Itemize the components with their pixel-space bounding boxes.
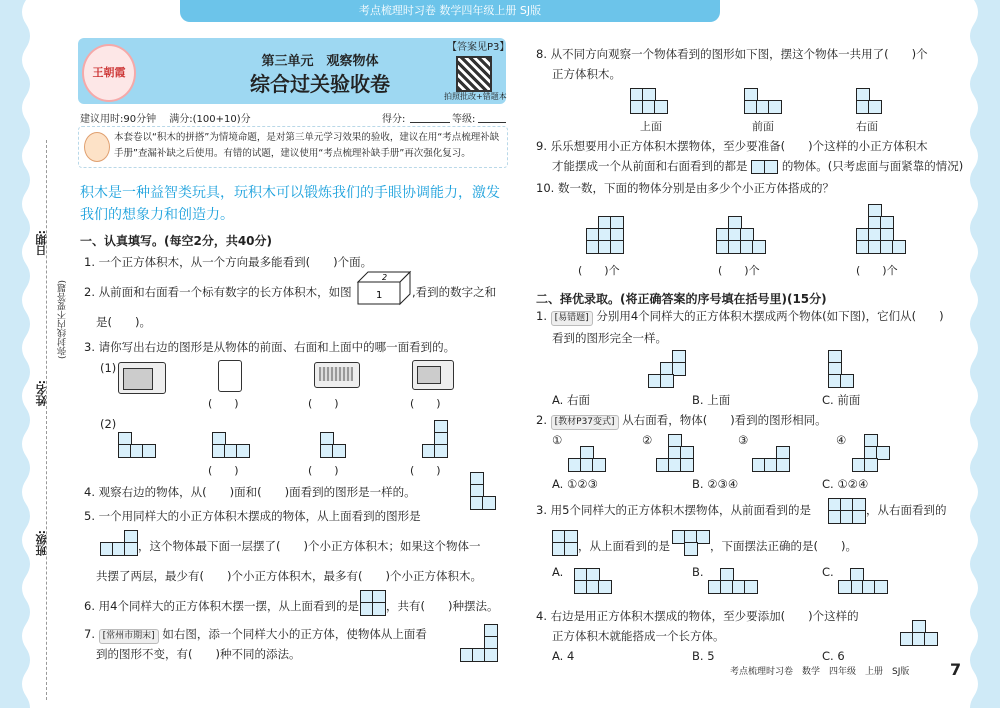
left-wave-border	[0, 0, 30, 708]
exam-note: 本套卷以“积木的拼搭”为情境命题，是对第三单元学习效果的验收，建议在用“考点梳理补缺手册”查漏补缺之后使用。有错的试题，建议使用“考点梳理补缺手册”再次强化复习。	[114, 132, 500, 159]
question-1-9-b	[552, 156, 963, 176]
question-1-2-b: ,看到的数字之和	[412, 285, 497, 299]
cuboid-front-number: 1	[376, 290, 383, 301]
s2q4-option-c[interactable]: C. 6	[822, 649, 845, 663]
view-label-right: 右面	[856, 120, 878, 133]
question-1-6-b: ，共有( )种摆法。	[386, 599, 499, 613]
unit-title: 第三单元 观察物体	[261, 54, 379, 69]
class-label: 班级:	[35, 530, 48, 557]
page-number: 7	[950, 660, 962, 679]
cuboid-top-number: 2	[382, 273, 388, 282]
microwave-side-view-icon	[218, 360, 242, 392]
cube	[142, 444, 156, 458]
score-label: 得分:	[382, 114, 406, 125]
question-1-10: 10. 数一数，下面的物体分别是由多少个小正方体搭成的？	[536, 181, 834, 195]
s2q2-option-b[interactable]: B. ②③④	[692, 477, 739, 491]
s2q3-option-b[interactable]: B.	[692, 565, 704, 579]
exam-meta	[80, 110, 506, 125]
s2q2-option-c[interactable]: C. ①②④	[822, 477, 869, 491]
s2q4-option-b[interactable]: B. 5	[692, 649, 715, 663]
section-1-title: 一、认真填写。(每空2分，共40分)	[80, 234, 273, 248]
question-2-2	[536, 410, 827, 430]
time-limit: 建议用时:90分钟	[80, 114, 157, 125]
footer-text: 考点梳理时习卷 数学 四年级 上册 SJ版	[730, 667, 910, 677]
answer-reference: 【答案见P3】	[447, 42, 510, 53]
s2q3-option-c[interactable]: C.	[822, 565, 834, 579]
s2q3-option-a[interactable]: A.	[552, 565, 564, 579]
question-1-2-c: 是( )。	[96, 315, 151, 329]
s2q2-label-4: ④	[836, 433, 847, 447]
question-1-5-b: ，这个物体最下面一层摆了( )个小正方体积木；如果这个物体一	[138, 539, 481, 553]
q3-part-1-label: (1)	[100, 361, 117, 375]
wave-pattern-left	[0, 0, 30, 708]
question-2-4-a: 4. 右边是用正方体积木摆成的物体，至少要添加( )个这样的	[536, 609, 859, 623]
name-label: 姓名:	[35, 380, 48, 407]
teacher-avatar-icon	[84, 132, 110, 162]
full-score: 满分:(100+10)分	[169, 114, 251, 125]
q9-text-b: 才能摆成一个从前面和右面看到的都是	[552, 159, 748, 173]
qr-code[interactable]	[456, 56, 492, 92]
q3-2-blank-a[interactable]: ( )	[208, 464, 239, 477]
question-1-5-a: 5. 一个用同样大的小正方体积木摆成的物体，从上面看到的图形是	[84, 509, 421, 523]
wave-pattern-right	[968, 0, 1000, 708]
question-2-4-b: 正方体积木就能搭成一个长方体。	[552, 629, 725, 643]
q3-part-2-label: (2)	[100, 417, 117, 431]
view-label-front: 前面	[752, 120, 774, 133]
s2q2-text: 从右面看，物体( )看到的图形相同。	[622, 413, 827, 427]
s2q4-option-a[interactable]: A. 4	[552, 649, 575, 663]
q10-answer-3[interactable]: ( )个	[856, 264, 898, 277]
s2q1-option-b[interactable]: B. 上面	[692, 393, 731, 407]
question-1-2-a: 2. 从前面和右面看一个标有数字的长方体积木，如图	[84, 285, 352, 299]
s2q2-label-1: ①	[552, 433, 563, 447]
s2q1-tag: [易错题]	[551, 311, 593, 326]
seal-line	[46, 140, 47, 700]
s2q1-option-c[interactable]: C. 前面	[822, 393, 861, 407]
view-label-top: 上面	[640, 120, 662, 133]
s2q2-tag: [教材P37变式]	[551, 415, 619, 430]
question-1-5-c: 共摆了两层，最少有( )个小正方体积木，最多有( )个小正方体积木。	[96, 569, 482, 583]
seal-note: (弥封线内不要答题)	[58, 280, 68, 360]
question-2-3-b: ，从右面看到的	[866, 503, 947, 517]
question-1-7-c: 到的图形不变，有( )种不同的添法。	[96, 647, 301, 661]
question-1-1: 1. 一个正方体积木，从一个方向最多能看到( )个面。	[84, 255, 373, 269]
question-2-3-a: 3. 用5个同样大的正方体积木摆物体，从前面看到的是	[536, 503, 811, 517]
question-2-3-c: ，从上面看到的是	[578, 539, 670, 553]
s2q2-option-a[interactable]: A. ①②③	[552, 477, 598, 491]
question-1-8-a: 8. 从不同方向观察一个物体看到的图形如下图，摆这个物体一共用了( )个	[536, 47, 928, 61]
microwave-icon	[118, 362, 166, 394]
question-1-3: 3. 请你写出右边的图形是从物体的前面、右面和上面中的哪一面看到的。	[84, 340, 456, 354]
score-blank[interactable]	[410, 122, 450, 123]
question-1-8-b: 正方体积木。	[552, 67, 621, 81]
s2q2-label-3: ③	[738, 433, 749, 447]
question-2-1	[536, 306, 944, 326]
question-1-9-a: 9. 乐乐想要用小正方体积木摆物体，至少要准备( )个这样的小正方体积木	[536, 139, 928, 153]
s2q1-text: 分别用4个同样大的正方体积木摆成两个物体(如下图)，它们从( )	[596, 309, 944, 323]
q3-1-blank-b[interactable]: ( )	[308, 397, 339, 410]
q7-number: 7.	[84, 627, 95, 641]
microwave-top-view-icon	[412, 360, 454, 390]
s2q1-option-a[interactable]: A. 右面	[552, 393, 590, 407]
level-blank[interactable]	[478, 122, 506, 123]
q3-2-blank-b[interactable]: ( )	[308, 464, 339, 477]
question-2-3-d: ，下面摆法正确的是( )。	[710, 539, 857, 553]
level-label: 等级:	[452, 114, 476, 125]
q7-tag: [常州市期末]	[99, 629, 159, 644]
q3-1-blank-a[interactable]: ( )	[208, 397, 239, 410]
right-wave-border	[968, 0, 1000, 708]
top-banner: 考点梳理时习卷 数学四年级上册 SJ版	[180, 0, 720, 22]
microwave-front-view-icon	[314, 362, 360, 388]
numbered-cuboid-figure	[356, 270, 412, 306]
brand-logo: 王朝霞	[82, 44, 136, 102]
q3-2-blank-c[interactable]: ( )	[410, 464, 441, 477]
q3-1-blank-c[interactable]: ( )	[410, 397, 441, 410]
date-label: 日期:	[35, 230, 48, 257]
page-title: 综合过关验收卷	[250, 72, 390, 96]
q10-answer-1[interactable]: ( )个	[578, 264, 620, 277]
s2q2-label-2: ②	[642, 433, 653, 447]
question-1-6-a: 6. 用4个同样大的正方体积木摆一摆，从上面看到的是	[84, 599, 359, 613]
question-1-4: 4. 观察右边的物体，从( )面和( )面看到的图形是一样的。	[84, 485, 416, 499]
s2q1-number: 1.	[536, 309, 547, 323]
q10-answer-2[interactable]: ( )个	[718, 264, 760, 277]
section-2-title: 二、择优录取。(将正确答案的序号填在括号里)(15分)	[536, 292, 827, 306]
q7-text: 如右图，添一个同样大小的正方体，使物体从上面看	[162, 627, 427, 641]
q9-text-c: 的物体。(只考虑面与面紧靠的情况)	[781, 159, 964, 173]
scenario-intro: 积木是一种益智类玩具，玩积木可以锻炼我们的手眼协调能力，激发我们的想象力和创造力。	[80, 185, 500, 223]
qr-caption: 拍照批改+错题本	[444, 92, 507, 101]
question-1-7	[84, 624, 427, 644]
s2q2-number: 2.	[536, 413, 547, 427]
question-2-1-c: 看到的图形完全一样。	[552, 331, 667, 345]
